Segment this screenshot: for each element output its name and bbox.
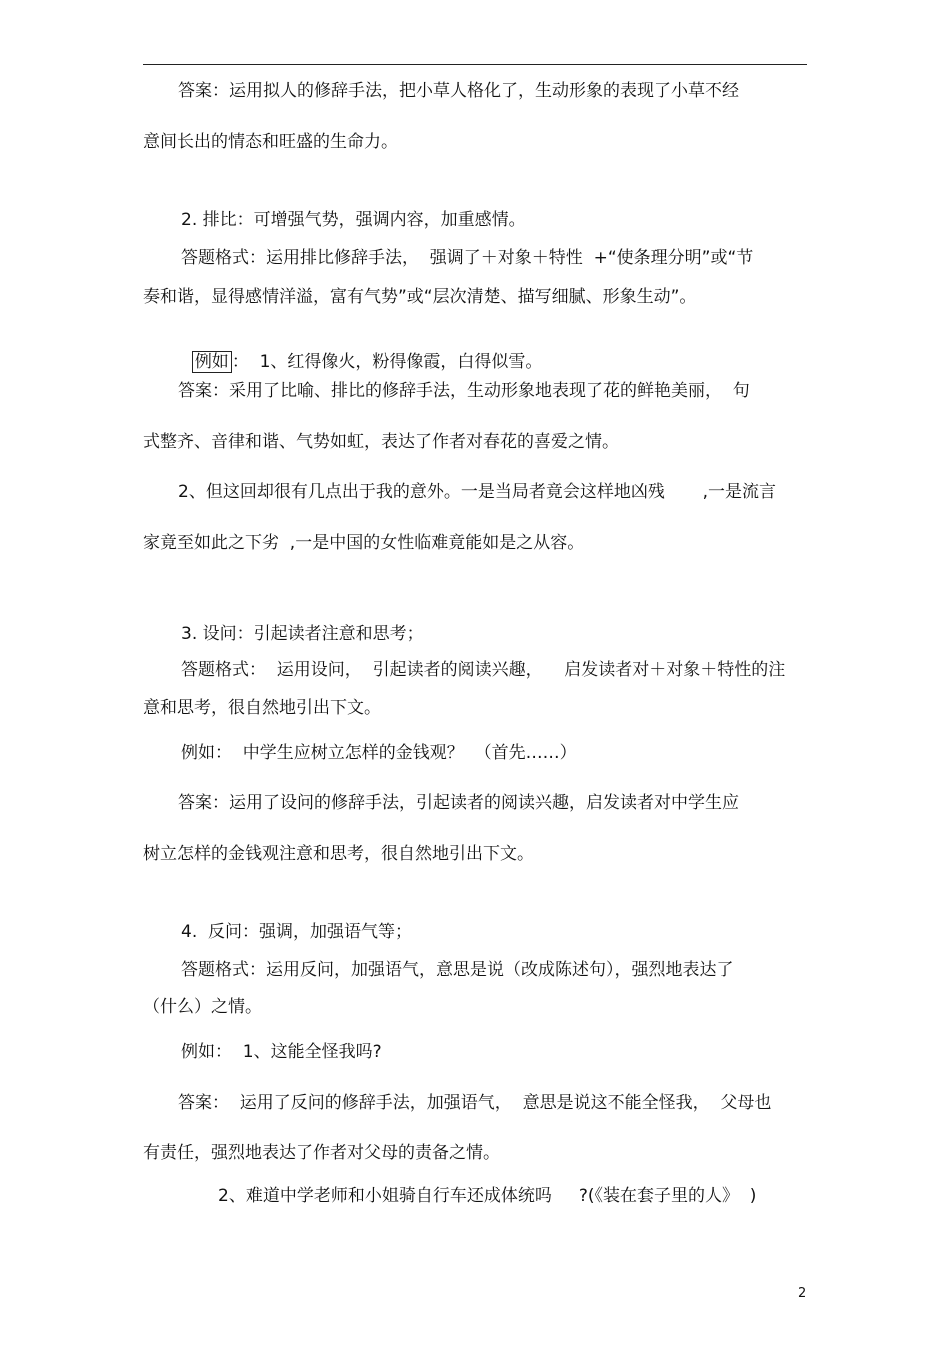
answer-line: 答案：运用拟人的修辞手法，把小草人格化了，生动形象的表现了小草不经 [178,81,739,101]
section-heading: 2. 排比：可增强气势，强调内容，加重感情。 [181,210,526,230]
format-line: 奏和谐，显得感情洋溢，富有气势”或“层次清楚、描写细腻、形象生动”。 [143,287,697,307]
example-line: 2、但这回却很有几点出于我的意外。一是当局者竟会这样地凶残 ,一是流言 [178,482,777,502]
format-line: 答题格式：运用排比修辞手法， 强调了＋对象＋特性 +“使条理分明”或“节 [181,248,754,268]
answer-line: 答案： 运用了反问的修辞手法，加强语气， 意思是说这不能全怪我， 父母也 [178,1093,772,1113]
example-line: 例如： 1、这能全怪我吗? [181,1042,382,1062]
format-line: 答题格式： 运用设问， 引起读者的阅读兴趣， 启发读者对＋对象＋特性的注 [181,660,786,680]
answer-line: 答案：运用了设问的修辞手法，引起读者的阅读兴趣，启发读者对中学生应 [178,793,739,813]
answer-line: 有责任，强烈地表达了作者对父母的责备之情。 [143,1143,500,1163]
example-line [181,329,542,373]
format-line: （什么）之情。 [143,997,262,1017]
answer-line: 答案：采用了比喻、排比的修辞手法，生动形象地表现了花的鲜艳美丽， 句 [178,381,750,401]
answer-line: 式整齐、音律和谐、气势如虹，表达了作者对春花的喜爱之情。 [143,432,619,452]
page-number: 2 [798,1286,807,1301]
format-line: 意和思考，很自然地引出下文。 [143,698,381,718]
format-line: 答题格式：运用反问，加强语气，意思是说（改成陈述句），强烈地表达了 [181,960,734,980]
answer-line: 树立怎样的金钱观注意和思考，很自然地引出下文。 [143,844,534,864]
example-label-boxed: 例如 [192,351,232,373]
header-rule [143,64,807,65]
example-line: 2、难道中学老师和小姐骑自行车还成体统吗 ?(《装在套子里的人》 ) [218,1186,757,1206]
example-line: 家竟至如此之下劣 ,一是中国的女性临难竟能如是之从容。 [143,533,585,553]
example-line: 例如： 中学生应树立怎样的金钱观？ （首先……） [181,743,577,763]
answer-line: 意间长出的情态和旺盛的生命力。 [143,132,398,152]
section-heading: 3. 设问：引起读者注意和思考； [181,624,424,644]
section-heading: 4. 反问：强调，加强语气等； [181,922,413,942]
example-text: ： 1、红得像火，粉得像霞，白得似雪。 [231,352,543,372]
